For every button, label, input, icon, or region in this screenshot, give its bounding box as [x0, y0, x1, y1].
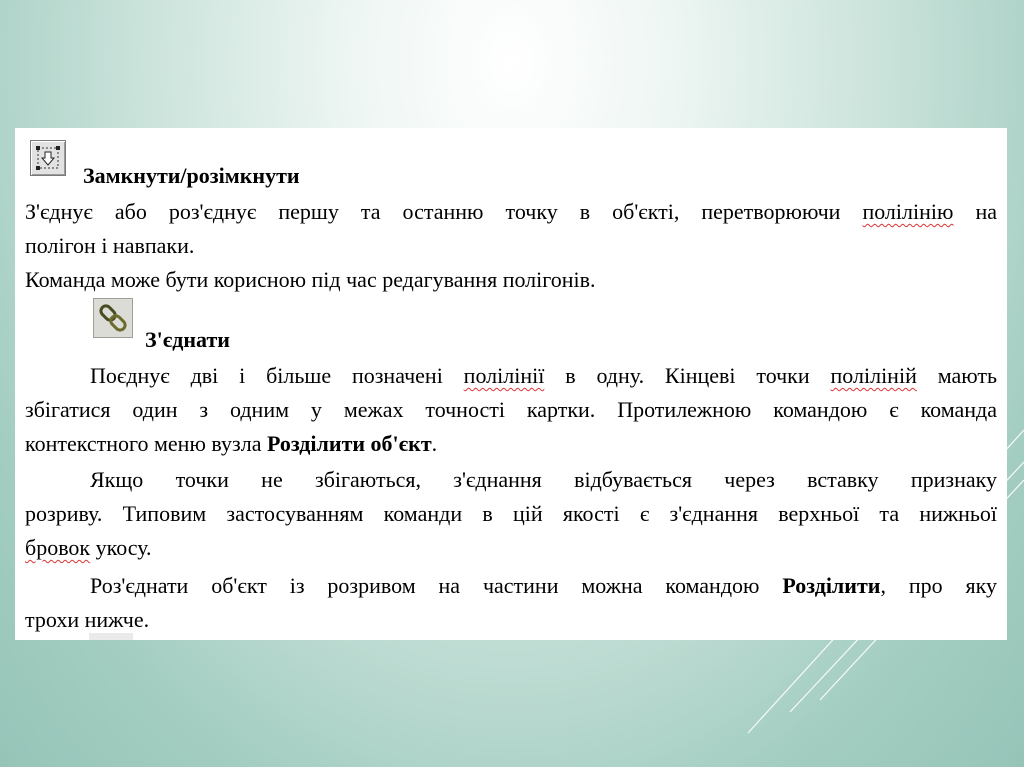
chain-link-icon — [93, 298, 133, 338]
join-p3-line-1 — [90, 572, 997, 600]
join-p3-a: Роз'єднати об'єкт із розривом на частини можна командою — [90, 573, 760, 598]
close-line-1-end: на — [975, 199, 998, 224]
join-p1-line-3-end: . — [431, 431, 438, 456]
join-p2-line-3-rest: укосу. — [95, 535, 152, 560]
close-line-1-text: З'єднує або роз'єднує першу та останню точку в об'єкті, перетворюючи — [25, 199, 841, 224]
spell-word-polylines-1: полілінії — [463, 363, 545, 388]
join-p3-line-2: трохи нижче. — [25, 607, 150, 632]
spell-word-polyline: полілінію — [862, 199, 954, 224]
spell-word-polylines-2: поліліній — [830, 363, 917, 388]
join-p1-a: Поєднує дві і більше позначені — [90, 363, 443, 388]
document-page — [15, 128, 1007, 640]
join-p2-line-1: Якщо точки не збігаються, з'єднання відбувається через вставку признаку — [90, 467, 997, 492]
join-p1-line-2: збігатися один з одним у межах точності картки. Протилежною командою є команда — [25, 397, 997, 422]
partial-icon — [89, 633, 133, 640]
join-p1-line-3 — [25, 430, 997, 458]
join-p1-b: в одну. Кінцеві точки — [565, 363, 810, 388]
join-p1-line-3-text: контекстного меню вузла — [25, 431, 262, 456]
command-split: Розділити — [782, 573, 881, 598]
heading-join: З'єднати — [145, 327, 230, 352]
join-p1-line-1 — [90, 362, 997, 390]
spell-word-brows: бровок — [25, 535, 91, 560]
close-line-2: полігон і навпаки. — [25, 233, 195, 258]
command-split-object: Розділити об'єкт — [266, 431, 432, 456]
join-p2-line-2: розриву. Типовим застосуванням команди в цій якості є з'єднання верхньої та нижньої — [25, 501, 997, 526]
close-line-1 — [25, 198, 997, 226]
close-line-3: Команда може бути корисною під час редагування полігонів. — [25, 267, 596, 292]
join-p1-c: мають — [937, 363, 998, 388]
join-p2-line-3 — [25, 534, 997, 562]
close-polyline-icon — [30, 140, 66, 176]
heading-close-open: Замкнути/розімкнути — [83, 163, 300, 188]
join-p3-b: , про яку — [880, 573, 997, 598]
